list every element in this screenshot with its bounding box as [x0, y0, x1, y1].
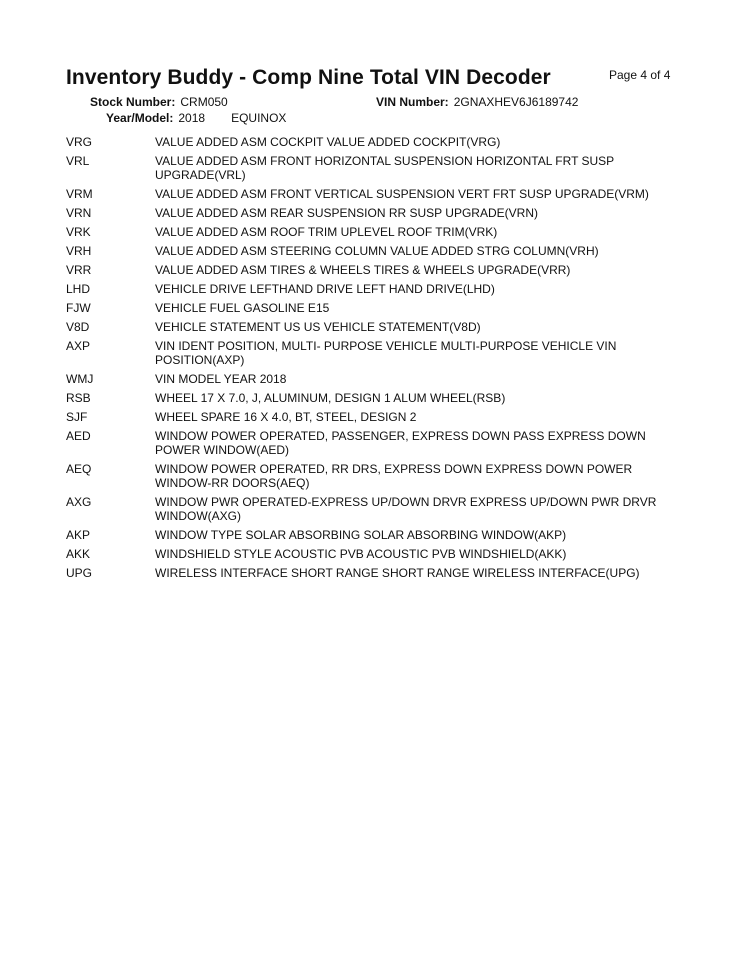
stock-number-value: CRM050 — [180, 95, 228, 109]
option-description: VIN MODEL YEAR 2018 — [155, 372, 287, 386]
option-code-row — [66, 263, 686, 277]
option-code: VRN — [66, 206, 92, 220]
option-code: VRG — [66, 135, 93, 149]
stock-number-field — [90, 95, 228, 109]
option-description: VEHICLE FUEL GASOLINE E15 — [155, 301, 330, 315]
year-model-label: Year/Model: — [106, 111, 174, 125]
option-code: VRR — [66, 263, 92, 277]
option-code-row — [66, 462, 686, 490]
option-description: WINDSHIELD STYLE ACOUSTIC PVB ACOUSTIC PVB WINDSHIELD(AKK) — [155, 547, 567, 561]
option-description: WHEEL 17 X 7.0, J, ALUMINUM, DESIGN 1 ALUM WHEEL(RSB) — [155, 391, 506, 405]
option-description: VIN IDENT POSITION, MULTI- PURPOSE VEHICLE MULTI-PURPOSE VEHICLE VIN POSITION(AXP) — [155, 339, 617, 367]
option-code: RSB — [66, 391, 91, 405]
option-code: VRK — [66, 225, 91, 239]
option-description: VALUE ADDED ASM TIRES & WHEELS TIRES & WHEELS UPGRADE(VRR) — [155, 263, 571, 277]
year-value: 2018 — [178, 111, 206, 125]
page-title: Inventory Buddy - Comp Nine Total VIN Decoder — [66, 66, 551, 89]
option-description: VALUE ADDED ASM STEERING COLUMN VALUE ADDED STRG COLUMN(VRH) — [155, 244, 599, 258]
stock-number-label: Stock Number: — [90, 95, 176, 109]
option-code: AKK — [66, 547, 91, 561]
option-description: VALUE ADDED ASM REAR SUSPENSION RR SUSP UPGRADE(VRN) — [155, 206, 538, 220]
option-code-row — [66, 154, 686, 182]
option-code: AKP — [66, 528, 91, 542]
option-code-row — [66, 495, 686, 523]
option-description: WINDOW POWER OPERATED, RR DRS, EXPRESS DOWN EXPRESS DOWN POWER WINDOW-RR DOORS(AEQ) — [155, 462, 633, 490]
option-code-row — [66, 282, 686, 296]
option-description: WHEEL SPARE 16 X 4.0, BT, STEEL, DESIGN 2 — [155, 410, 417, 424]
option-description: WINDOW PWR OPERATED-EXPRESS UP/DOWN DRVR EXPRESS UP/DOWN PWR DRVR WINDOW(AXG) — [155, 495, 657, 523]
option-code-row — [66, 244, 686, 258]
option-code-list — [66, 135, 686, 585]
option-code-row — [66, 339, 686, 367]
vin-number-value: 2GNAXHEV6J6189742 — [453, 95, 579, 109]
option-code: LHD — [66, 282, 91, 296]
vin-number-label: VIN Number: — [376, 95, 449, 109]
option-description: VALUE ADDED ASM ROOF TRIM UPLEVEL ROOF TRIM(VRK) — [155, 225, 498, 239]
option-description: VEHICLE STATEMENT US US VEHICLE STATEMENT(V8D) — [155, 320, 481, 334]
option-code: SJF — [66, 410, 88, 424]
option-description: WIRELESS INTERFACE SHORT RANGE SHORT RANGE WIRELESS INTERFACE(UPG) — [155, 566, 640, 580]
option-code: V8D — [66, 320, 90, 334]
model-value: EQUINOX — [231, 111, 287, 125]
option-code: FJW — [66, 301, 91, 315]
option-code-row — [66, 429, 686, 457]
option-code-row — [66, 301, 686, 315]
option-code-row — [66, 528, 686, 542]
option-description: WINDOW POWER OPERATED, PASSENGER, EXPRESS DOWN PASS EXPRESS DOWN POWER WINDOW(AED) — [155, 429, 646, 457]
option-code: UPG — [66, 566, 93, 580]
option-code: AXG — [66, 495, 92, 509]
option-description: VALUE ADDED ASM COCKPIT VALUE ADDED COCKPIT(VRG) — [155, 135, 501, 149]
option-code-row — [66, 391, 686, 405]
option-code-row — [66, 135, 686, 149]
vin-number-field — [376, 95, 578, 109]
option-code-row — [66, 547, 686, 561]
year-model-field — [106, 111, 286, 125]
option-code-row — [66, 206, 686, 220]
option-code-row — [66, 225, 686, 239]
option-description: VALUE ADDED ASM FRONT HORIZONTAL SUSPENSION HORIZONTAL FRT SUSP UPGRADE(VRL) — [155, 154, 614, 182]
option-code-row — [66, 372, 686, 386]
option-code: VRL — [66, 154, 90, 168]
option-code: VRH — [66, 244, 92, 258]
option-description: WINDOW TYPE SOLAR ABSORBING SOLAR ABSORBING WINDOW(AKP) — [155, 528, 567, 542]
option-code-row — [66, 566, 686, 580]
option-code-row — [66, 410, 686, 424]
option-code: VRM — [66, 187, 93, 201]
option-code: AXP — [66, 339, 91, 353]
option-description: VALUE ADDED ASM FRONT VERTICAL SUSPENSION VERT FRT SUSP UPGRADE(VRM) — [155, 187, 649, 201]
option-code: AEQ — [66, 462, 92, 476]
option-code: AED — [66, 429, 91, 443]
page-number: Page 4 of 4 — [609, 68, 671, 82]
option-code-row — [66, 187, 686, 201]
option-description: VEHICLE DRIVE LEFTHAND DRIVE LEFT HAND DRIVE(LHD) — [155, 282, 495, 296]
option-code: WMJ — [66, 372, 94, 386]
option-code-row — [66, 320, 686, 334]
